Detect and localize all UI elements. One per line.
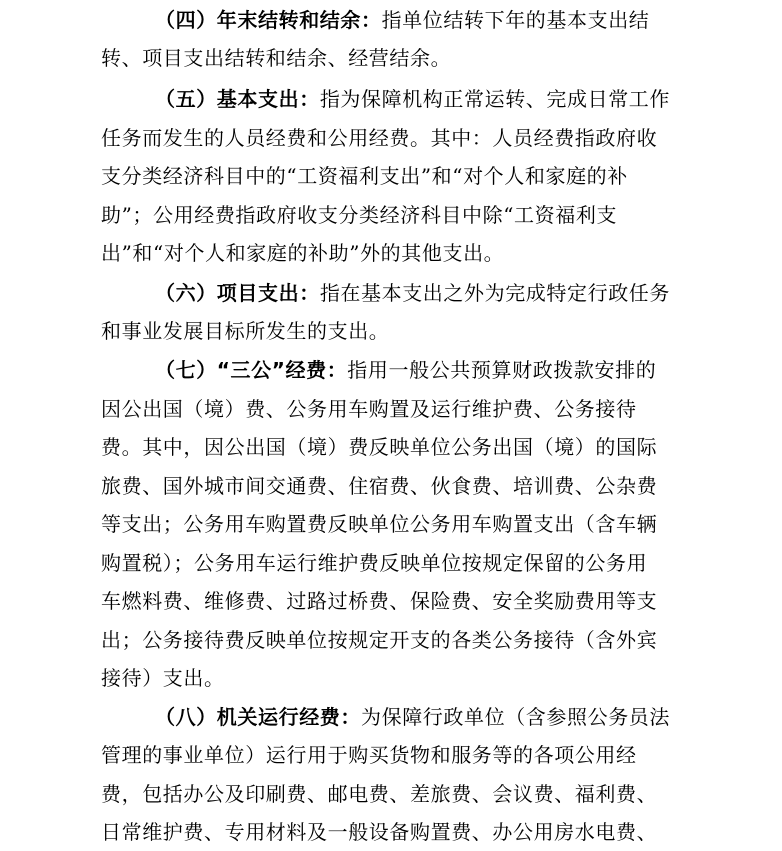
section-6-heading: （六）项目支出： (155, 281, 320, 305)
section-7-line-8: 出；公务接待费反映单位按规定开支的各类公务接待（含外宾 (101, 628, 658, 652)
section-6-line-1 (155, 280, 670, 306)
section-5-line-2: 任务而发生的人员经费和公用经费。其中：人员经费指政府收 (101, 126, 658, 150)
section-8-line-4: 日常维护费、专用材料及一般设备购置费、办公用房水电费、 (101, 820, 658, 844)
section-6-line-2: 和事业发展目标所发生的支出。 (101, 319, 390, 343)
section-7-line-6: 购置税）；公务用车运行维护费反映单位按规定保留的公务用 (101, 551, 648, 575)
section-4-heading: （四）年末结转和结余： (155, 8, 382, 32)
section-7-line-7: 车燃料费、维修费、过路过桥费、保险费、安全奖励费用等支 (101, 589, 658, 613)
section-8-text: 为保障行政单位（含参照公务员法 (361, 705, 670, 729)
section-5-line-3: 支分类经济科目中的“工资福利支出”和“对个人和家庭的补 (101, 164, 628, 188)
section-7-line-1 (155, 357, 656, 383)
section-6-text: 指在基本支出之外为完成特定行政任务 (319, 281, 671, 305)
section-4-text: 指单位结转下年的基本支出结 (381, 8, 650, 32)
section-5-text: 指为保障机构正常运转、完成日常工作 (319, 87, 671, 111)
section-7-line-2: 因公出国（境）费、公务用车购置及运行维护费、公务接待 (101, 397, 637, 421)
section-7-heading: （七）“三公”经费： (155, 358, 348, 382)
section-7-text: 指用一般公共预算财政拨款安排的 (347, 358, 657, 382)
section-8-heading: （八）机关运行经费： (155, 705, 361, 729)
section-4-line-2: 转、项目支出结转和结余、经营结余。 (101, 46, 452, 70)
section-5-heading: （五）基本支出： (155, 87, 320, 111)
section-4-line-1 (155, 7, 649, 33)
section-7-line-4: 旅费、国外城市间交通费、住宿费、伙食费、培训费、公杂费 (101, 474, 658, 498)
section-7-line-3: 费。其中，因公出国（境）费反映单位公务出国（境）的国际 (101, 435, 658, 459)
section-5-line-4: 助”；公用经费指政府收支分类经济科目中除“工资福利支 (101, 203, 618, 227)
section-5-line-1 (155, 86, 670, 112)
section-7-line-5: 等支出；公务用车购置费反映单位公务用车购置支出（含车辆 (101, 512, 658, 536)
section-8-line-1 (155, 704, 670, 730)
section-5-line-5: 出”和“对个人和家庭的补助”外的其他支出。 (101, 241, 505, 265)
section-8-line-2: 管理的事业单位）运行用于购买货物和服务等的各项公用经 (101, 743, 637, 767)
section-7-line-9: 接待）支出。 (101, 666, 225, 690)
section-8-line-3: 费，包括办公及印刷费、邮电费、差旅费、会议费、福利费、 (101, 782, 658, 806)
